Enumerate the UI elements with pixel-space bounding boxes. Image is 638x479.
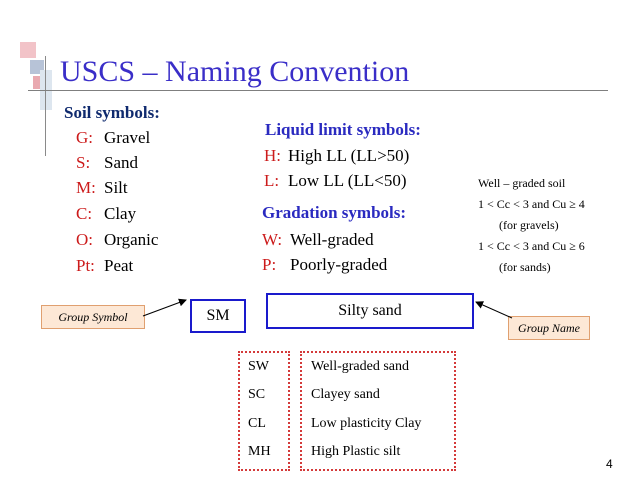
soil-code: Pt: bbox=[76, 256, 95, 275]
gradation-code: W: bbox=[262, 230, 283, 249]
soil-code: S: bbox=[76, 153, 91, 172]
example-code: SC bbox=[248, 387, 266, 402]
ll-label: Low LL (LL<50) bbox=[288, 171, 407, 190]
example-name: High Plastic silt bbox=[311, 444, 401, 459]
example-code: CL bbox=[248, 416, 266, 431]
soil-label: Silt bbox=[104, 178, 128, 197]
soil-label: Peat bbox=[104, 256, 134, 275]
well-graded-criterion-sand: 1 < Cc < 3 and Cu ≥ 6 bbox=[478, 239, 585, 253]
soil-code: C: bbox=[76, 204, 93, 223]
soil-label: Clay bbox=[104, 204, 137, 223]
example-name: Well-graded sand bbox=[311, 359, 409, 374]
well-graded-title: Well – graded soil bbox=[478, 176, 566, 190]
well-graded-criterion-gravel: 1 < Cc < 3 and Cu ≥ 4 bbox=[478, 197, 585, 211]
group-name-box: Silty sand bbox=[266, 293, 474, 329]
soil-code: M: bbox=[76, 178, 96, 197]
gradation-code: P: bbox=[262, 255, 277, 274]
well-graded-note-gravel: (for gravels) bbox=[499, 218, 559, 232]
soil-label: Organic bbox=[104, 230, 159, 249]
example-code: MH bbox=[248, 444, 271, 459]
slide-title: USCS – Naming Convention bbox=[60, 55, 410, 88]
arrow-to-name bbox=[476, 302, 512, 318]
gradation-heading: Gradation symbols: bbox=[262, 203, 407, 222]
ll-code: L: bbox=[264, 171, 280, 190]
arrow-to-symbol bbox=[143, 300, 186, 316]
group-symbol-box: SM bbox=[190, 299, 246, 333]
well-graded-note-sand: (for sands) bbox=[499, 260, 551, 274]
soil-label: Sand bbox=[104, 153, 138, 172]
gradation-label: Poorly-graded bbox=[290, 255, 388, 274]
soil-label: Gravel bbox=[104, 128, 151, 147]
example-code: SW bbox=[248, 359, 269, 374]
group-name-label: Group Name bbox=[508, 316, 590, 340]
example-name: Low plasticity Clay bbox=[311, 416, 422, 431]
gradation-label: Well-graded bbox=[290, 230, 374, 249]
ll-code: H: bbox=[264, 146, 281, 165]
soil-code: G: bbox=[76, 128, 93, 147]
group-symbol-label: Group Symbol bbox=[41, 305, 145, 329]
page-number: 4 bbox=[606, 457, 613, 471]
soil-symbols-heading: Soil symbols: bbox=[64, 103, 160, 122]
liquid-limit-heading: Liquid limit symbols: bbox=[265, 120, 421, 139]
example-name: Clayey sand bbox=[311, 387, 380, 402]
ll-label: High LL (LL>50) bbox=[288, 146, 410, 165]
soil-code: O: bbox=[76, 230, 93, 249]
